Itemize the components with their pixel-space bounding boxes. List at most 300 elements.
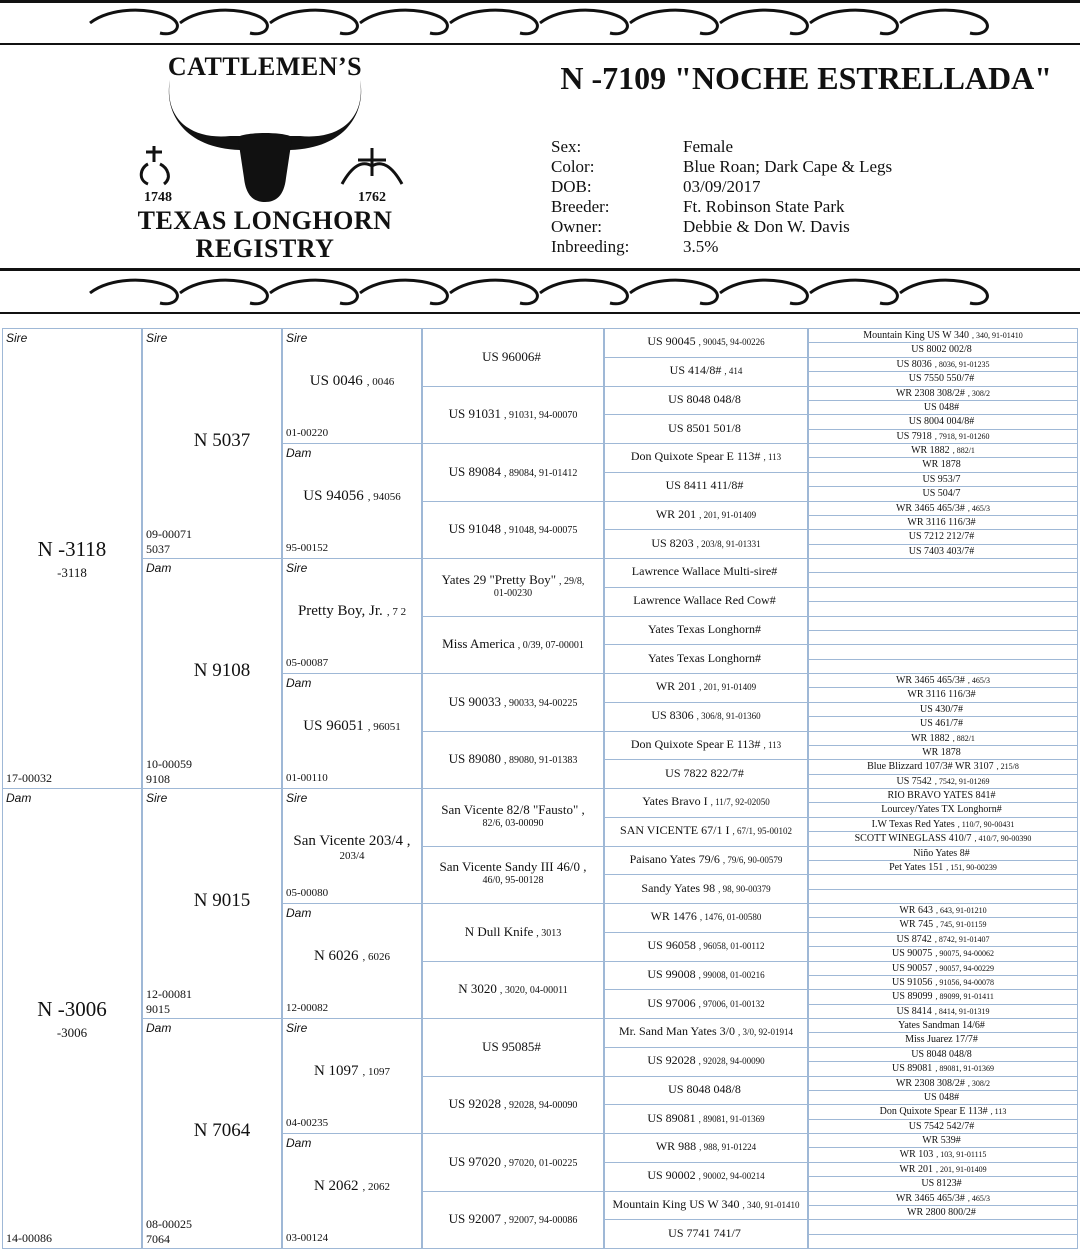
animal-number: , 8036, 91-01235 xyxy=(934,359,990,369)
animal-name-text: WR 3116 116/3# xyxy=(907,516,976,528)
animal-name xyxy=(809,688,1077,702)
animal-number: , 92007, 94-00086 xyxy=(504,1215,578,1227)
animal-name xyxy=(283,948,421,965)
animal-number: , 0046 xyxy=(366,375,395,388)
pedigree-gen4-cell xyxy=(422,1133,604,1192)
animal-number: 5037 xyxy=(146,542,170,556)
animal-name xyxy=(809,904,1077,918)
pedigree-gen5-cell xyxy=(604,1104,808,1134)
animal-name-text: Pet Yates 151 xyxy=(889,861,944,873)
pedigree-gen5-cell xyxy=(604,1191,808,1221)
animal-name-text: US 89084 xyxy=(448,463,502,479)
pedigree-gen4-cell xyxy=(422,673,604,732)
animal-number: , 90002, 94-00214 xyxy=(698,1171,765,1182)
animal-name xyxy=(423,349,603,365)
animal-number: , 90075, 94-00062 xyxy=(935,949,994,959)
pedigree-gen6-cell xyxy=(808,429,1078,444)
animal-name xyxy=(605,1139,807,1154)
registration-code: 09-00071 xyxy=(146,527,192,541)
animal-name xyxy=(605,421,807,436)
animal-number: , 3020, 04-00011 xyxy=(499,985,568,997)
pedigree-gen6-cell xyxy=(808,745,1078,760)
pedigree-gen5-cell xyxy=(604,644,808,674)
animal-number: , 90033, 94-00225 xyxy=(504,697,578,709)
animal-name xyxy=(809,1120,1077,1134)
animal-name xyxy=(809,990,1077,1004)
animal-number: , 201, 91-01409 xyxy=(699,509,757,520)
pedigree-gen5-cell xyxy=(604,328,808,358)
animal-name-text: WR 103 xyxy=(899,1149,934,1161)
pedigree-gen4-cell xyxy=(422,1191,604,1250)
animal-name-text: US 89099 xyxy=(892,991,933,1003)
pedigree-gen5-cell xyxy=(604,357,808,387)
pedigree-gen6-cell xyxy=(808,572,1078,587)
animal-name-text: US 97020 xyxy=(448,1153,502,1169)
animal-name-text: US 8742 xyxy=(896,933,932,945)
pedigree-gen5-cell xyxy=(604,788,808,818)
pedigree-gen6-cell xyxy=(808,702,1078,717)
pedigree-gen5-cell xyxy=(604,529,808,559)
animal-name xyxy=(605,1111,807,1126)
animal-name xyxy=(809,559,1077,573)
pedigree-gen6-cell xyxy=(808,946,1078,961)
animal-name-text: US 8501 501/8 xyxy=(668,420,741,435)
animal-name-text: Yates Sandman 14/6# xyxy=(898,1020,985,1031)
animal-number: -3118 xyxy=(57,565,87,580)
animal-name xyxy=(605,1082,807,1097)
animal-name-text: SCOTT WINEGLASS 410/7 xyxy=(854,833,972,845)
pedigree-gen5-cell xyxy=(604,874,808,904)
animal-name-text: US 7741 741/7 xyxy=(668,1225,741,1240)
animal-name-text: Yates Bravo I xyxy=(642,794,708,809)
animal-name xyxy=(809,530,1077,544)
animal-name-text: US 7212 212/7# xyxy=(908,531,975,543)
registration-code: 05-00087 xyxy=(286,657,329,669)
pedigree-gen5-cell xyxy=(604,386,808,416)
animal-number: , 306/8, 91-01360 xyxy=(696,711,761,722)
animal-name xyxy=(605,593,807,608)
pedigree-gen6-cell xyxy=(808,1191,1078,1206)
animal-name xyxy=(809,430,1077,444)
animal-name xyxy=(423,572,603,599)
pedigree-gen3-cell xyxy=(282,328,422,444)
animal-name xyxy=(605,1024,807,1039)
animal-name-text: US 91056 xyxy=(892,976,933,988)
pedigree-gen6-cell xyxy=(808,328,1078,343)
animal-number: , 94056 xyxy=(367,490,401,503)
pedigree-gen4-cell xyxy=(422,501,604,560)
animal-number: , 67/1, 95-00102 xyxy=(732,826,792,837)
animal-name xyxy=(809,1048,1077,1062)
animal-name-text: US 92007 xyxy=(448,1211,502,1227)
animal-name xyxy=(605,507,807,522)
animal-name xyxy=(605,967,807,982)
animal-name-text: US 461/7# xyxy=(919,718,964,730)
animal-name-text: US 7918 xyxy=(896,430,932,442)
pedigree-gen6-cell xyxy=(808,1004,1078,1019)
animal-name xyxy=(809,703,1077,717)
pedigree-gen6-cell xyxy=(808,1119,1078,1134)
animal-name xyxy=(809,847,1077,861)
pedigree-gen6-cell xyxy=(808,371,1078,386)
animal-number: , 201, 91-01409 xyxy=(935,1164,987,1174)
animal-number: , 96058, 01-00112 xyxy=(698,941,765,952)
pedigree-gen4-cell xyxy=(422,443,604,502)
logo-year-left: 1748 xyxy=(144,190,172,205)
animal-name xyxy=(423,406,603,422)
animal-number: , 0/39, 07-00001 xyxy=(517,640,584,652)
pedigree-gen5-cell xyxy=(604,932,808,962)
pedigree-gen3-cell xyxy=(282,1018,422,1134)
animal-number: , 92028, 94-00090 xyxy=(698,1056,765,1067)
info-value: 03/09/2017 xyxy=(683,177,761,196)
animal-name xyxy=(809,602,1077,616)
animal-name xyxy=(809,918,1077,932)
animal-name-text: US 7822 822/7# xyxy=(665,765,744,780)
pedigree-gen6-cell xyxy=(808,587,1078,602)
animal-name-text: Yates Texas Longhorn# xyxy=(647,621,762,636)
pedigree-gen2-cell xyxy=(142,558,282,789)
animal-name-text: Don Quixote Spear E 113# xyxy=(630,736,761,751)
animal-name xyxy=(605,737,807,752)
animal-name-text: US 94056 xyxy=(303,487,364,504)
animal-name xyxy=(605,823,807,838)
pedigree-gen6-cell xyxy=(808,386,1078,401)
animal-name xyxy=(809,329,1077,343)
pedigree-gen6-cell xyxy=(808,889,1078,904)
pedigree-gen6-cell xyxy=(808,1076,1078,1091)
animal-number: , 89081, 91-01369 xyxy=(698,1113,765,1124)
animal-name-text: San Vicente Sandy III 46/0 , xyxy=(439,859,587,875)
animal-name: N -3006 xyxy=(37,997,107,1021)
animal-number: 9015 xyxy=(146,1002,170,1016)
animal-name-text: WR 201 xyxy=(655,506,697,521)
pedigree-gen3-cell xyxy=(282,673,422,789)
pedigree-gen6-cell xyxy=(808,1176,1078,1191)
animal-number: , 2062 xyxy=(362,1180,391,1193)
animal-name-text: Don Quixote Spear E 113# xyxy=(630,449,761,464)
pedigree-gen5-cell xyxy=(604,673,808,703)
role-label: Sire xyxy=(286,561,308,575)
animal-number: , 3/0, 92-01914 xyxy=(738,1027,793,1038)
pedigree-gen5-cell xyxy=(604,1162,808,1192)
animal-number: , 91056, 94-00078 xyxy=(935,977,994,987)
animal-name-text: US 89081 xyxy=(647,1110,696,1125)
registration-code: 01-00220 xyxy=(286,427,329,439)
animal-number: , 97020, 01-00225 xyxy=(504,1157,578,1169)
pedigree-gen2-cell xyxy=(142,788,282,1019)
animal-name xyxy=(809,789,1077,803)
animal-name xyxy=(605,938,807,953)
pedigree-gen6-cell xyxy=(808,1147,1078,1162)
pedigree-gen5-cell xyxy=(604,1018,808,1048)
animal-name xyxy=(809,861,1077,875)
animal-number: , 8742, 91-01407 xyxy=(934,934,990,944)
animal-name-text: Don Quixote Spear E 113# xyxy=(879,1106,988,1118)
animal-number: , 89099, 91-01411 xyxy=(935,992,994,1002)
pedigree-gen5-cell xyxy=(604,989,808,1019)
animal-name-text: N 6026 xyxy=(313,947,359,964)
pedigree-gen3-cell xyxy=(282,1133,422,1249)
animal-name-text: US 90045 xyxy=(647,334,696,349)
animal-name xyxy=(809,976,1077,990)
animal-name xyxy=(809,645,1077,659)
pedigree-gen6-cell xyxy=(808,342,1078,357)
animal-name xyxy=(809,660,1077,674)
animal-name-text: US 430/7# xyxy=(919,703,964,715)
role-label: Dam xyxy=(286,906,312,920)
info-label: Color: xyxy=(551,157,595,176)
pedigree-gen6-cell xyxy=(808,731,1078,746)
animal-number: , 7918, 91-01260 xyxy=(934,431,990,441)
animal-name xyxy=(423,521,603,537)
role-label: Sire xyxy=(146,331,168,345)
animal-name-text: US 92028 xyxy=(647,1053,696,1068)
animal-name xyxy=(423,1211,603,1227)
animal-name xyxy=(605,1168,807,1183)
animal-number: , 97006, 01-00132 xyxy=(698,998,765,1009)
animal-number: , 29/8, xyxy=(559,575,585,587)
animal-number: , 11/7, 92-02050 xyxy=(710,797,770,808)
animal-name xyxy=(809,573,1077,587)
pedigree-gen6-cell xyxy=(808,616,1078,631)
info-label: Breeder: xyxy=(551,197,610,216)
animal-name-text: US 8036 xyxy=(896,358,932,370)
pedigree-gen6-cell xyxy=(808,716,1078,731)
pedigree-gen5-cell xyxy=(604,846,808,876)
animal-number: , 91031, 94-00070 xyxy=(504,410,578,422)
animal-name xyxy=(605,392,807,407)
animal-number: , 465/3 xyxy=(967,1193,991,1203)
animal-name xyxy=(809,890,1077,904)
animal-name-text: US 8048 048/8 xyxy=(668,1081,741,1096)
animal-name xyxy=(605,708,807,723)
pedigree-gen5-cell xyxy=(604,903,808,933)
pedigree-gen5-cell xyxy=(604,558,808,588)
animal-name-text: US 90075 xyxy=(892,948,933,960)
registration-code: 08-00025 xyxy=(146,1217,192,1231)
animal-name xyxy=(809,1033,1077,1047)
animal-name xyxy=(423,859,603,886)
pedigree-gen4-cell xyxy=(422,903,604,962)
pedigree-gen4-cell xyxy=(422,846,604,905)
animal-name xyxy=(423,1039,603,1055)
animal-name-text: WR 1878 xyxy=(922,746,961,758)
pedigree-gen6-cell xyxy=(808,486,1078,501)
animal-name xyxy=(809,617,1077,631)
animal-name-text: Pretty Boy, Jr. xyxy=(297,602,383,619)
pedigree-gen5-cell xyxy=(604,1076,808,1106)
animal-number: , 745, 91-01159 xyxy=(936,920,987,930)
pedigree-gen6-cell xyxy=(808,457,1078,472)
animal-name xyxy=(809,875,1077,889)
pedigree-gen6-cell xyxy=(808,558,1078,573)
animal-name xyxy=(809,1105,1077,1119)
animal-name xyxy=(809,1005,1077,1019)
animal-number: 7064 xyxy=(146,1232,170,1246)
role-label: Sire xyxy=(286,791,308,805)
animal-name xyxy=(809,732,1077,746)
logo-line-3: REGISTRY xyxy=(195,234,335,263)
animal-name xyxy=(809,631,1077,645)
pedigree-gen6-cell xyxy=(808,472,1078,487)
animal-name-text: US 89080 xyxy=(448,751,502,767)
info-label: Sex: xyxy=(551,137,582,156)
animal-number: , 8414, 91-01319 xyxy=(934,1006,990,1016)
animal-name xyxy=(605,478,807,493)
pedigree-gen5-cell xyxy=(604,1133,808,1163)
pedigree-gen5-cell xyxy=(604,961,808,991)
animal-number: , 215/8 xyxy=(996,762,1019,772)
pedigree-gen6-cell xyxy=(808,788,1078,803)
animal-name xyxy=(809,717,1077,731)
animal-name xyxy=(283,1178,421,1195)
registration-code: 17-00032 xyxy=(6,771,52,785)
registration-code: 05-00080 xyxy=(286,887,329,899)
animal-name: N 5037 xyxy=(193,430,251,451)
animal-name-text: US 95085# xyxy=(482,1038,541,1054)
pedigree-gen6-cell xyxy=(808,544,1078,559)
pedigree-gen6-cell xyxy=(808,357,1078,372)
animal-name xyxy=(423,1154,603,1170)
animal-number: , 89081, 91-01369 xyxy=(935,1064,994,1074)
animal-name-text: Paisano Yates 79/6 xyxy=(629,851,720,866)
animal-number: , 1097 xyxy=(362,1065,391,1078)
pedigree-gen5-cell xyxy=(604,702,808,732)
animal-name: N 7064 xyxy=(193,1120,251,1141)
animal-name xyxy=(283,373,421,390)
pedigree-gen6-cell xyxy=(808,860,1078,875)
pedigree-gen4-cell xyxy=(422,558,604,617)
animal-name xyxy=(809,401,1077,415)
animal-name-text: US 7403 403/7# xyxy=(908,545,975,557)
pedigree-gen6-cell xyxy=(808,1061,1078,1076)
animal-name xyxy=(809,1206,1077,1220)
animal-name-text: US 048# xyxy=(923,401,960,413)
animal-name-text: US 90033 xyxy=(448,693,502,709)
info-label: DOB: xyxy=(551,177,592,196)
animal-number: , 988, 91-01224 xyxy=(699,1142,757,1153)
animal-name-text: I.W Texas Red Yates xyxy=(871,818,955,830)
animal-number: , 110/7, 90-00431 xyxy=(957,819,1015,829)
pedigree-gen4-cell xyxy=(422,1018,604,1077)
role-label: Sire xyxy=(286,1021,308,1035)
animal-name-text: Mountain King US W 340 xyxy=(863,330,970,341)
animal-name-text: San Vicente 82/8 "Fausto" , xyxy=(441,801,585,817)
pedigree-gen6-cell xyxy=(808,975,1078,990)
registration-code: 10-00059 xyxy=(146,757,192,771)
animal-name xyxy=(423,464,603,480)
animal-name-text: WR 2308 308/2# xyxy=(895,387,965,399)
animal-number: , 113 xyxy=(990,1107,1007,1117)
animal-name-text: US 8414 xyxy=(896,1005,932,1017)
role-label: Dam xyxy=(6,791,32,805)
animal-name xyxy=(605,909,807,924)
animal-number: , 3013 xyxy=(536,927,562,939)
animal-name xyxy=(809,444,1077,458)
animal-number: , 89080, 91-01383 xyxy=(504,755,578,767)
animal-name xyxy=(605,679,807,694)
animal-number: -3006 xyxy=(56,1025,88,1040)
pedigree-gen5-cell xyxy=(604,414,808,444)
animal-number: , 96051 xyxy=(367,720,401,733)
animal-name-text: Mr. Sand Man Yates 3/0 xyxy=(618,1024,735,1039)
animal-name-text: WR 2800 800/2# xyxy=(907,1206,976,1218)
animal-number: , 151, 90-00239 xyxy=(946,862,997,872)
pedigree-gen4-cell xyxy=(422,731,604,790)
animal-name-text: US 0046 xyxy=(309,372,363,389)
animal-name xyxy=(809,473,1077,487)
animal-name xyxy=(605,622,807,637)
animal-number: , 98, 90-00379 xyxy=(718,883,771,894)
animal-name-text: US 8048 048/8 xyxy=(668,391,741,406)
pedigree-gen6-cell xyxy=(808,817,1078,832)
pedigree-gen6-cell xyxy=(808,831,1078,846)
animal-name xyxy=(423,802,603,829)
pedigree-gen6-cell xyxy=(808,1162,1078,1177)
animal-number: , 91048, 94-00075 xyxy=(504,525,578,537)
animal-name xyxy=(809,502,1077,516)
pedigree-gen5-cell xyxy=(604,1219,808,1249)
animal-name-text: US 91048 xyxy=(448,521,502,537)
animal-name xyxy=(809,674,1077,688)
animal-name xyxy=(809,1062,1077,1076)
animal-name xyxy=(283,1063,421,1080)
pedigree-gen6-cell xyxy=(808,501,1078,516)
animal-name xyxy=(423,751,603,767)
animal-name-text: WR 3116 116/3# xyxy=(907,689,976,701)
animal-name-text: Yates 29 "Pretty Boy" xyxy=(441,571,557,587)
animal-name-text: US 8048 048/8 xyxy=(911,1048,972,1060)
animal-name xyxy=(605,564,807,579)
pedigree-gen6-cell xyxy=(808,659,1078,674)
animal-number: , 465/3 xyxy=(967,503,991,513)
info-label: Inbreeding: xyxy=(551,237,630,256)
pedigree-gen6-cell xyxy=(808,1219,1078,1234)
animal-name xyxy=(809,1177,1077,1191)
animal-name-text: US 97006 xyxy=(647,995,696,1010)
animal-name xyxy=(809,775,1077,789)
animal-name-text: WR 1476 xyxy=(650,909,697,924)
animal-number: 82/6, 03-00090 xyxy=(482,817,544,829)
animal-number: , 113 xyxy=(763,452,782,463)
pedigree-gen6-cell xyxy=(808,630,1078,645)
pedigree-gen6-cell xyxy=(808,443,1078,458)
animal-name xyxy=(809,1192,1077,1206)
pedigree-gen5-cell xyxy=(604,817,808,847)
pedigree-gen5-cell xyxy=(604,731,808,761)
pedigree-gen6-cell xyxy=(808,1133,1078,1148)
animal-name xyxy=(809,372,1077,386)
info-value: Debbie & Don W. Davis xyxy=(683,217,850,236)
pedigree-gen6-cell xyxy=(808,1090,1078,1105)
animal-name-text: US 8203 xyxy=(651,535,694,550)
registration-code: 01-00110 xyxy=(286,772,328,784)
info-value: Ft. Robinson State Park xyxy=(683,197,845,216)
animal-name xyxy=(809,832,1077,846)
pedigree-gen4-cell xyxy=(422,961,604,1020)
pedigree-gen6-cell xyxy=(808,802,1078,817)
animal-name-text: US 414/8# xyxy=(669,363,722,378)
animal-number: , 882/1 xyxy=(952,446,975,455)
pedigree-gen6-cell xyxy=(808,989,1078,1004)
pedigree-gen6-cell xyxy=(808,515,1078,530)
animal-name-text: Lourcey/Yates TX Longhorn# xyxy=(881,804,1002,816)
registration-code: 01-00230 xyxy=(493,587,533,599)
animal-name-text: Miss Juarez 17/7# xyxy=(905,1034,978,1046)
animal-name-text: Mountain King US W 340 xyxy=(612,1196,740,1211)
animal-number: 203/4 xyxy=(339,849,365,862)
